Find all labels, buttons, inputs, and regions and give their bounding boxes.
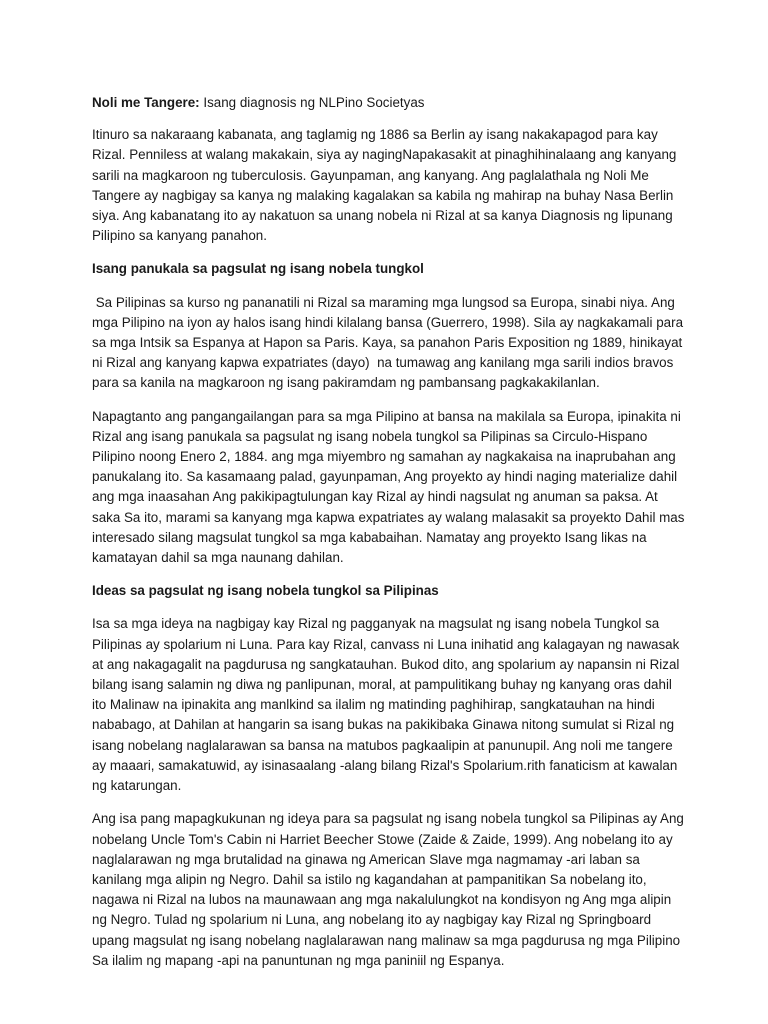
document-title (92, 93, 688, 113)
section1-paragraph-1: Sa Pilipinas sa kurso ng pananatili ni Rizal sa maraming mga lungsod sa Europa, sinabi niya. Ang mga Pilipino na iyon ay halos isang hindi kilalang bansa (Guerrero, 1998). Sila ay nagkakamali para sa mga Intsik sa Espanya at Hapon sa Paris. Kaya, sa panahon Paris Exposition ng 1889, hinikayat ni Rizal ang kanyang kapwa expatriates (dayo) na tumawag ang kanilang mga sarili indios bravos para sa kanila na magkaroon ng isang pakiramdam ng pambansang pagkakakilanlan. (92, 294, 687, 391)
intro-paragraph: Itinuro sa nakaraang kabanata, ang taglamig ng 1886 sa Berlin ay isang nakakapagod para kay Rizal. Penniless at walang makakain, siya ay nagingNapakasakit at pinaghihinalaang ang kanyang sarili na magkaroon ng tuberculosis. Gayunpaman, ang kanyang. Ang paglalathala ng Noli Me Tangere ay nagbigay sa kanya ng malaking kagalakan sa kabila ng mahirap na buhay Nasa Berlin siya. Ang kabanatang ito ay nakatuon sa unang nobela ni Rizal at sa kanya Diagnosis ng lipunang Pilipino sa kanyang panahon. (92, 127, 677, 244)
title-rest: Isang diagnosis ng NLPino Societyas (199, 95, 425, 110)
section1-paragraph-2: Napagtanto ang pangangailangan para sa mga Pilipino at bansa na makilala sa Europa, ipinakita ni Rizal ang isang panukala sa pagsulat ng isang nobela tungkol sa Pilipinas sa Circulo-Hispano Pilipino noong Enero 2, 1884. ang mga miyembro ng samahan ay nagkakaisa na inaprubahan ang panukalang ito. Sa kasamaang palad, gayunpaman, Ang proyekto ay hindi naging materialize dahil ang mga inaasahan Ang pakikipagtulungan kay Rizal ay hindi nagsulat ng anuman sa paksa. At saka Sa ito, marami sa kanyang mga kapwa expatriates ay walang malasakit sa proyekto Dahil mas interesado silang magsulat tungkol sa mga kababaihan. Namatay ang proyekto Isang likas na kamatayan dahil sa mga naunang dahilan. (92, 408, 685, 566)
section2-paragraph-2: Ang isa pang mapagkukunan ng ideya para sa pagsulat ng isang nobela tungkol sa Pilipinas ay Ang nobelang Uncle Tom's Cabin ni Harriet Beecher Stowe (Zaide & Zaide, 1999). Ang nobelang ito ay naglalarawan ng mga brutalidad na ginawa ng American Slave mga nagmamay -ari laban sa kanilang mga alipin ng Negro. Dahil sa istilo ng kagandahan at pampanitikan Sa nobelang ito, nagawa ni Rizal na lubos na maunawaan ang mga nakalulungkot na kondisyon ng Ang mga alipin ng Negro. Tulad ng spolarium ni Luna, ang nobelang ito ay nagbigay kay Rizal ng Springboard upang magsulat ng isang nobelang naglalarawan nang malinaw sa mga pagdurusa ng mga Pilipino Sa ilalim ng mapang -api na panuntunan ng mga paniniil ng Espanya. (92, 811, 684, 968)
section2-paragraph-1: Isa sa mga ideya na nagbigay kay Rizal ng pagganyak na magsulat ng isang nobela Tungkol sa Pilipinas ay spolarium ni Luna. Para kay Rizal, canvass ni Luna inihatid ang kalagayan ng nawasak at ang nakagagalit na pagdurusa ng sangkatauhan. Bukod dito, ang spolarium ay napansin ni Rizal bilang isang salamin ng diwa ng panlipunan, moral, at pampulitikang buhay ng kanyang oras dahil ito Malinaw na ipinakita ang manlkind sa ilalim ng matinding paghihirap, sangkatauhan na hindi nababago, at Dahilan at hangarin sa isang bukas na pakikibaka Ginawa nitong sumulat si Rizal ng isang nobelang naglalarawan sa bansa na matubos pagkaalipin at panunupil. Ang noli me tangere ay maaari, samakatuwid, ay isinasaalang -alang bilang Rizal's Spolarium.rith fanaticism at kawalan ng katarungan. (92, 616, 680, 794)
title-bold: Noli me Tangere: (92, 95, 200, 110)
section-heading-proposal: Isang panukala sa pagsulat ng isang nobela tungkol (92, 261, 424, 277)
section-heading-ideas: Ideas sa pagsulat ng isang nobela tungkol sa Pilipinas (92, 583, 439, 599)
